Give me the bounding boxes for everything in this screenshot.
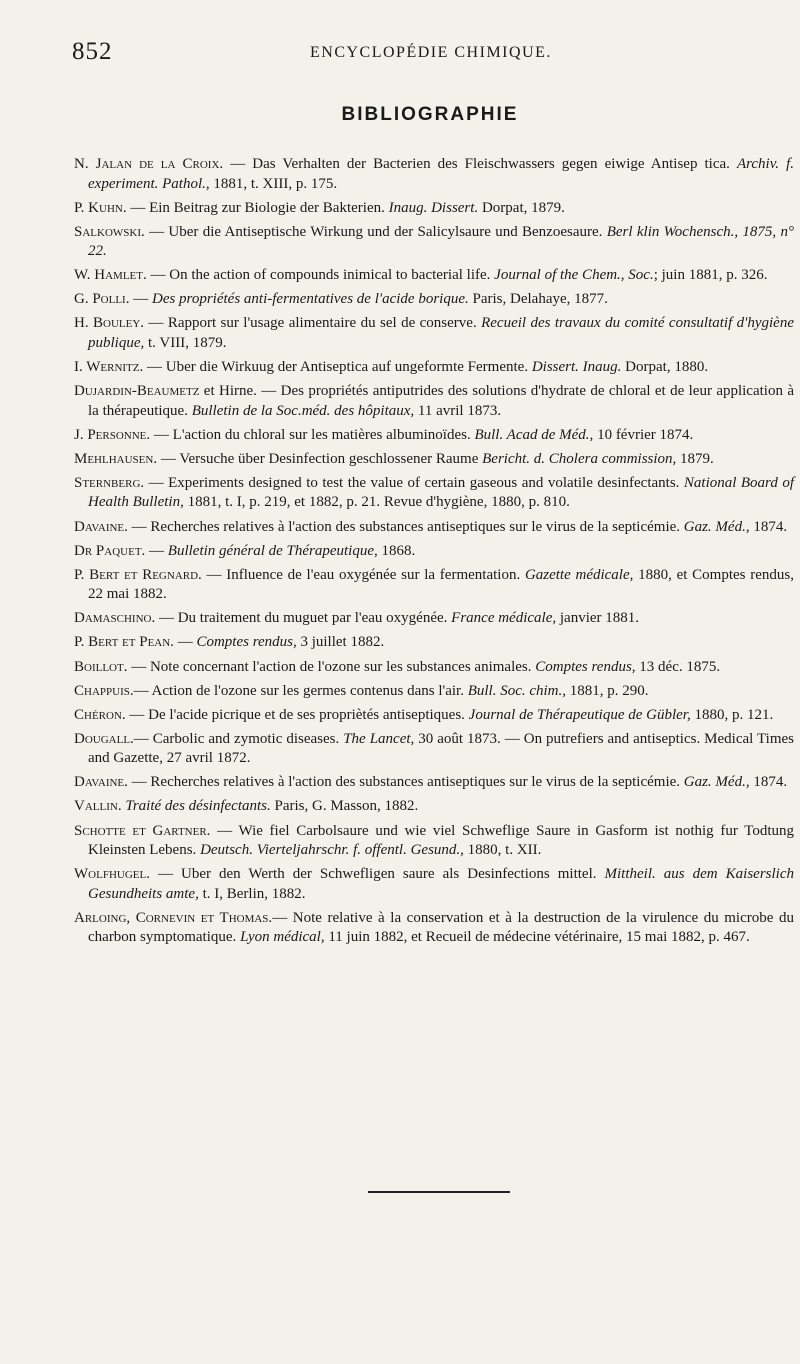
- entry-details: Dorpat, 1879.: [478, 199, 565, 216]
- running-title: ENCYCLOPÉDIE CHIMIQUE.: [310, 44, 552, 61]
- entry-text: — Experiments designed to test the value of certain gaseous and volatile desinfectants.: [144, 474, 684, 491]
- entry-details: Paris, Delahaye, 1877.: [468, 291, 608, 308]
- entry-text: — Recherches relatives à l'action des substances antiseptiques sur le virus de la septicémie.: [127, 518, 684, 535]
- entry-author: Dujardin-Beaumetz: [74, 383, 200, 400]
- entry-details: janvier 1881.: [556, 610, 640, 627]
- entry-author: H. Bouley.: [74, 315, 145, 332]
- entry-source-italic: Journal de Thérapeutique de Gübler,: [468, 706, 691, 723]
- entry-author: P. Bert et Pean.: [74, 634, 174, 651]
- entry-text: — Versuche über Desinfection geschlossener Raume: [157, 450, 483, 467]
- bibliography-entry: [74, 706, 794, 726]
- entry-text: — Recherches relatives à l'action des substances antiseptiques sur le virus de la septicémie.: [127, 774, 684, 791]
- entry-source-italic: Bulletin général de Thérapeutique,: [167, 542, 378, 559]
- entry-details: t. VIII, 1879.: [144, 334, 227, 351]
- entry-details: 11 avril 1873.: [414, 402, 502, 419]
- entry-author: Dougall.: [74, 730, 134, 747]
- bibliography-entry: [74, 658, 794, 678]
- entry-author: P. Kuhn.: [74, 199, 127, 216]
- entry-text: — Uber die Antiseptische Wirkung und der Salicylsaure und Benzoesaure.: [144, 223, 607, 240]
- entry-source-italic: Traité des désinfectants.: [125, 798, 271, 815]
- bibliography-entry: [74, 822, 794, 861]
- end-rule: [368, 1191, 510, 1193]
- entry-source-italic: Archiv. f. experiment. Pathol.: [88, 156, 794, 192]
- entry-details: Dorpat, 1880.: [621, 359, 709, 376]
- bibliography-entry: [74, 633, 794, 653]
- entry-text: — Influence de l'eau oxygénée sur la fermentation.: [201, 566, 525, 583]
- bibliography-entry: [74, 450, 794, 470]
- entry-source-italic: Mittheil. aus dem Kaiserslich Gesundheits amte,: [88, 866, 794, 902]
- entry-text: — Action de l'ozone sur les germes contenus dans l'air.: [133, 682, 468, 699]
- bibliography-entry: [74, 223, 794, 262]
- entry-text: —: [145, 542, 168, 559]
- entry-text: — Uber die Wirkuug der Antiseptica auf ungeformte Fermente.: [143, 359, 532, 376]
- entry-author: Arloing, Cornevin et Thomas.: [74, 909, 273, 926]
- entry-details: ; juin 1881, p. 326.: [653, 267, 768, 284]
- entry-author: I. Wernitz.: [74, 359, 144, 376]
- entry-details: t. I, Berlin, 1882.: [198, 885, 306, 902]
- entry-author: Davaine.: [74, 774, 128, 791]
- entry-author: Davaine.: [74, 518, 128, 535]
- entry-author: Chappuis.: [74, 682, 134, 699]
- entry-details: 1880, p. 121.: [690, 706, 774, 723]
- entry-author: P. Bert et Regnard.: [74, 566, 202, 583]
- entry-author: Boillot.: [74, 658, 128, 675]
- entry-source-italic: National Board of Health Bulletin,: [88, 474, 794, 511]
- entry-source-italic: Lyon médical,: [240, 929, 325, 946]
- section-title: BIBLIOGRAPHIE: [341, 104, 519, 125]
- bibliography-entry: [74, 199, 794, 219]
- entry-author: Dr Paquet.: [74, 542, 146, 559]
- entry-text: — Ein Beitrag zur Biologie der Bakterien.: [126, 199, 389, 216]
- bibliography-entry: [74, 797, 794, 817]
- entry-details: 1880, et Comptes rendus, 22 mai 1882.: [88, 566, 794, 603]
- entry-text: — Wie fiel Carbolsaure und wie viel Schweflige Saure in Gasform ist nothig fur Todtung Kleinsten Lebens.: [88, 822, 795, 859]
- page-header: [72, 34, 740, 74]
- entry-text: —: [129, 291, 152, 308]
- entry-details: 1874.: [749, 774, 788, 791]
- entry-source-italic: Berl klin Wochensch., 1875, n° 22.: [88, 223, 795, 260]
- bibliography-entry: [74, 314, 794, 353]
- entry-source-italic: Bull. Acad de Méd.,: [474, 426, 594, 443]
- bibliography-entry: [74, 730, 794, 769]
- page-number: 852: [72, 38, 113, 65]
- entry-details: 1881, p. 290.: [566, 682, 649, 699]
- bibliography-list: [74, 155, 794, 952]
- entry-text: —: [173, 634, 197, 651]
- entry-text: — Uber den Werth der Schwefligen saure als Desinfections mittel.: [149, 866, 605, 883]
- entry-author: W. Hamlet.: [74, 267, 147, 284]
- entry-details: 1874.: [749, 518, 788, 535]
- entry-source-italic: Gaz. Méd.,: [683, 774, 750, 791]
- entry-details: 1880, t. XII.: [463, 842, 542, 859]
- entry-text: — On the action of compounds inimical to bacterial life.: [146, 267, 495, 284]
- entry-source-italic: Inaug. Dissert.: [388, 199, 479, 216]
- entry-source-italic: Comptes rendus,: [196, 634, 297, 651]
- bibliography-entry: [74, 909, 794, 948]
- entry-author: Damaschino.: [74, 610, 156, 627]
- bibliography-entry: [74, 474, 794, 513]
- entry-text: — Note relative à la conservation et à la destruction de la virulence du microbe du charbon symptomatique.: [88, 909, 794, 946]
- entry-source-italic: Des propriétés anti-fermentatives de l'acide borique.: [151, 291, 469, 308]
- entry-source-italic: Bull. Soc. chim.,: [467, 682, 567, 699]
- bibliography-entry: [74, 518, 794, 538]
- entry-author: Vallin.: [74, 798, 122, 815]
- bibliography-entry: [74, 155, 794, 194]
- bibliography-entry: [74, 865, 794, 904]
- bibliography-entry: [74, 773, 794, 793]
- entry-author: Sternberg.: [74, 474, 145, 491]
- entry-source-italic: Bericht. d. Cholera commission,: [482, 450, 677, 467]
- entry-author: Mehlhausen.: [74, 450, 158, 467]
- entry-details: 1879.: [676, 450, 714, 467]
- entry-text: — Das Verhalten der Bacterien des Fleischwassers gegen eiwige Antisep tica.: [223, 156, 737, 172]
- bibliography-entry: [74, 358, 794, 378]
- entry-source-italic: Recueil des travaux du comité consultatif d'hygiène publique,: [88, 315, 794, 351]
- entry-author: Wolfhugel.: [74, 866, 150, 883]
- entry-details: Paris, G. Masson, 1882.: [270, 798, 419, 815]
- entry-text: — Du traitement du muguet par l'eau oxygénée.: [155, 610, 452, 627]
- entry-details: 10 février 1874.: [593, 426, 694, 443]
- bibliography-entry: [74, 542, 794, 562]
- entry-source-italic: The Lancet,: [343, 730, 415, 747]
- entry-source-italic: France médicale,: [451, 610, 557, 627]
- bibliography-entry: [74, 290, 794, 310]
- entry-author: Chéron.: [74, 706, 126, 723]
- entry-source-italic: Bulletin de la Soc.méd. des hôpitaux,: [191, 402, 415, 419]
- entry-source-italic: Gazette médicale,: [524, 566, 634, 583]
- bibliography-entry: [74, 426, 794, 446]
- entry-author: J. Personne.: [74, 426, 151, 443]
- entry-text: — Carbolic and zymotic diseases.: [133, 730, 344, 747]
- entry-author: Salkowski.: [74, 223, 145, 240]
- entry-text: — De l'acide picrique et de ses propriètés antiseptiques.: [125, 706, 469, 723]
- entry-details: , 1881, t. XIII, p. 175.: [205, 175, 338, 192]
- bibliography-entry: [74, 566, 794, 605]
- entry-details: 1868.: [377, 542, 416, 559]
- bibliography-entry: [74, 682, 794, 702]
- entry-text: — Note concernant l'action de l'ozone sur les substances animales.: [127, 658, 536, 675]
- entry-author: G. Polli.: [74, 291, 130, 308]
- entry-source-italic: Gaz. Méd.,: [683, 518, 750, 535]
- bibliography-entry: [74, 382, 794, 421]
- entry-details: 13 déc. 1875.: [635, 658, 721, 675]
- entry-source-italic: Comptes rendus,: [535, 658, 636, 675]
- entry-text: et Hirne. — Des propriétés antiputrides des solutions d'hydrate de chloral et de leur application à la thérapeutique.: [88, 383, 794, 419]
- entry-details: 1881, t. I, p. 219, et 1882, p. 21. Revue d'hygiène, 1880, p. 810.: [183, 494, 570, 511]
- entry-source-italic: Journal of the Chem., Soc.: [494, 267, 654, 284]
- entry-text: — Rapport sur l'usage alimentaire du sel de conserve.: [144, 315, 482, 332]
- entry-details: 3 juillet 1882.: [296, 634, 385, 651]
- entry-source-italic: Dissert. Inaug.: [531, 359, 622, 376]
- bibliography-entry: [74, 609, 794, 629]
- bibliography-entry: [74, 266, 794, 286]
- entry-text: — L'action du chloral sur les matières albuminoïdes.: [150, 426, 475, 443]
- entry-source-italic: Deutsch. Vierteljahrschr. f. offentl. Gesund.,: [200, 842, 464, 859]
- entry-details: 11 juin 1882, et Recueil de médecine vétérinaire, 15 mai 1882, p. 467.: [324, 929, 750, 946]
- entry-author: N. Jalan de la Croix.: [74, 156, 224, 172]
- entry-author: Schotte et Gartner.: [74, 822, 211, 839]
- entry-details: 30 août 1873. — On putrefiers and antiseptics. Medical Times and Gazette, 27 avril 1872.: [88, 730, 795, 767]
